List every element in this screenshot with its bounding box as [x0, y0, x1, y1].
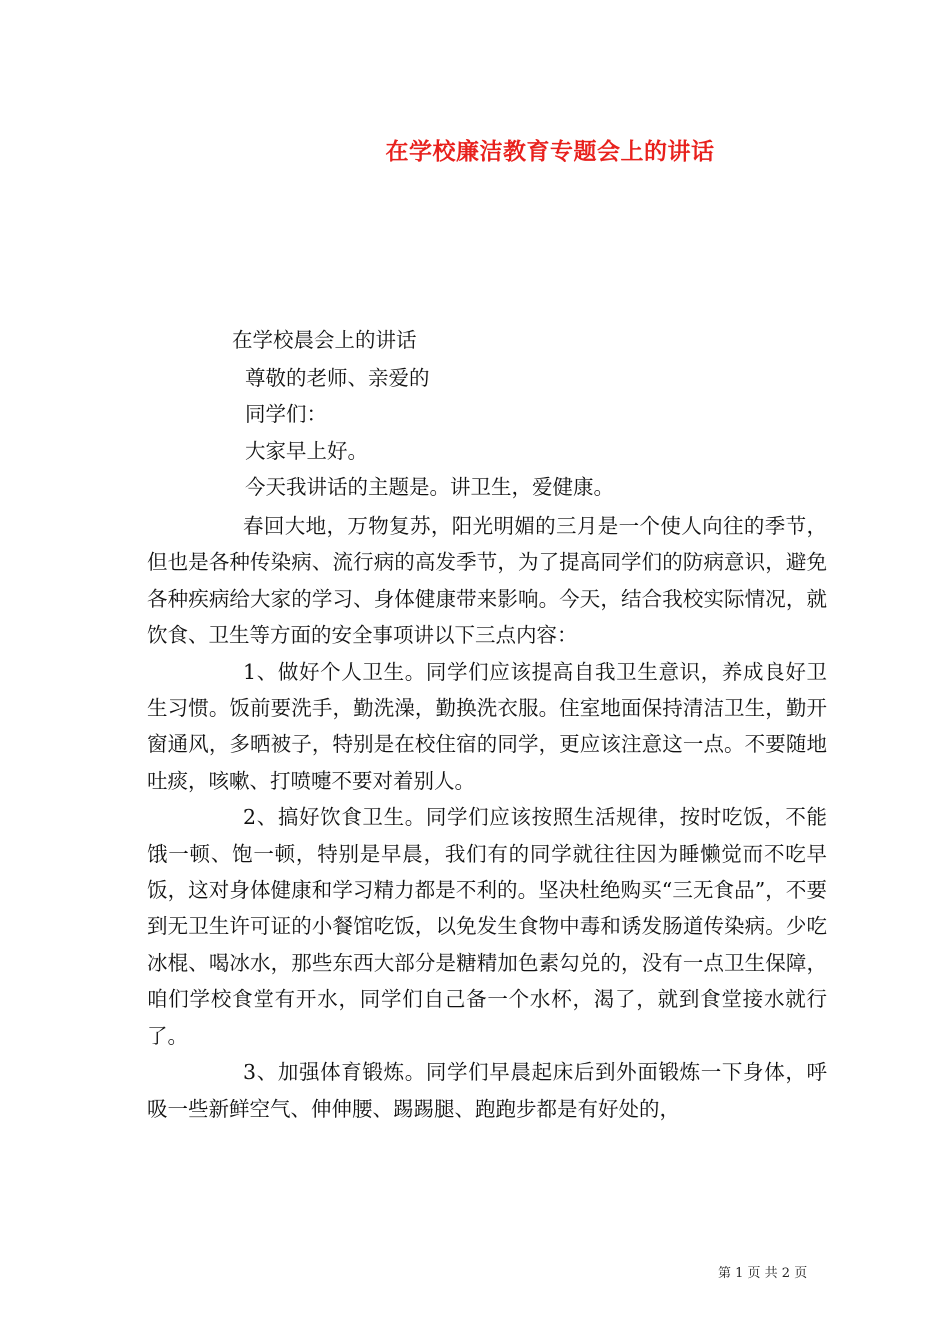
salutation: 大家早上好。 [245, 439, 368, 463]
theme-line: 今天我讲话的主题是。讲卫生，爱健康。 [245, 475, 614, 499]
page-number: 第 1 页 共 2 页 [718, 1266, 808, 1281]
paragraph-point-2: 2、搞好饮食卫生。同学们应该按照生活规律，按时吃饭，不能饿一顿、饱一顿，特别是早晨，我们有的同学就往往因为睡懒觉而不吃早饭，这对身体健康和学习精力都是不利的。坚决杜绝购买“三无食品”，不要到无卫生许可证的小餐馆吃饭，以免发生食物中毒和诱发肠道传染病。少吃冰棍、喝冰水，那些东西大部分是糖精加色素勾兑的，没有一点卫生保障，咱们学校食堂有开水，同学们自己备一个水杯，渴了，就到食堂接水就行了。 [147, 805, 827, 1048]
greeting-line-1: 尊敬的老师、亲爱的 [245, 366, 430, 390]
paragraph-point-3: 3、加强体育锻炼。同学们早晨起床后到外面锻炼一下身体，呼吸一些新鲜空气、伸伸腰、踢踢腿、跑跑步都是有好处的， [147, 1060, 827, 1121]
document-title: 在学校廉洁教育专题会上的讲话 [385, 138, 715, 165]
paragraph-point-1: 1、做好个人卫生。同学们应该提高自我卫生意识，养成良好卫生习惯。饭前要洗手，勤洗澡，勤换洗衣服。住室地面保持清洁卫生，勤开窗通风，多晒被子，特别是在校住宿的同学，更应该注意这一点。不要随地吐痰，咳嗽、打喷嚏不要对着别人。 [147, 659, 827, 793]
greeting-line-2: 同学们： [245, 402, 327, 426]
speech-heading: 在学校晨会上的讲话 [232, 328, 417, 352]
paragraph-intro: 春回大地，万物复苏，阳光明媚的三月是一个使人向往的季节，但也是各种传染病、流行病的高发季节，为了提高同学们的防病意识，避免各种疾病给大家的学习、身体健康带来影响。今天，结合我校实际情况，就饮食、卫生等方面的安全事项讲以下三点内容： [147, 514, 827, 648]
body-text [147, 508, 827, 1127]
